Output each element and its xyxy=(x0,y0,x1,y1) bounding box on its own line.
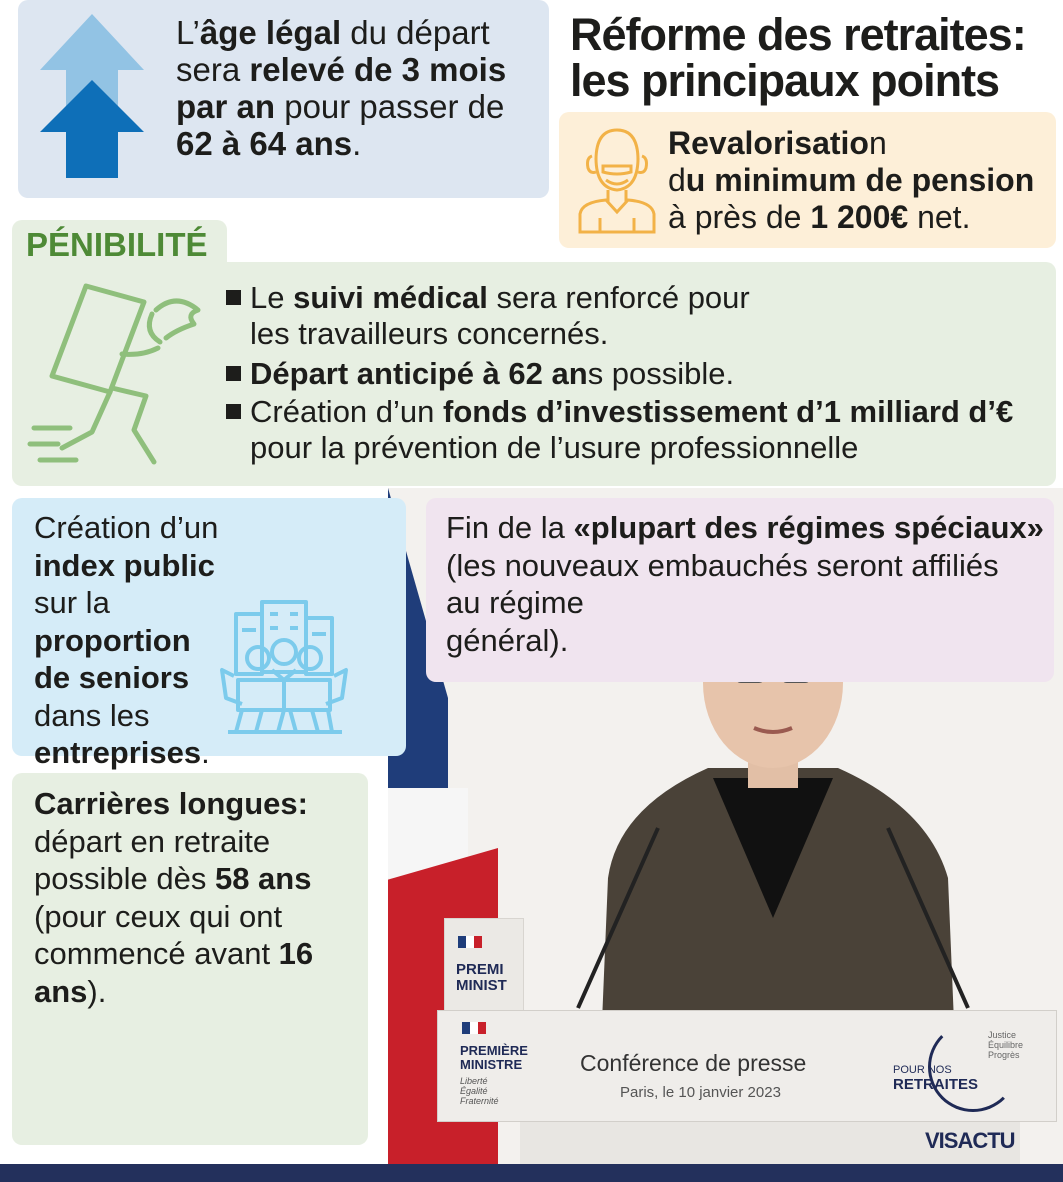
retiree-icon xyxy=(576,122,658,234)
bottom-bar xyxy=(0,1164,1063,1182)
marianne-flag-icon xyxy=(462,1022,486,1034)
logo-line1: POUR NOS xyxy=(893,1064,952,1076)
regimes-speciaux-text: Fin de la «plupart des régimes spéciaux» (les nouveaux embauchés seront affiliés au régime général). xyxy=(446,510,1044,658)
visactu-logo: VISACTU xyxy=(925,1128,1015,1153)
marianne-flag-icon xyxy=(458,936,482,948)
page-title: Réforme des retraites: les principaux points xyxy=(570,9,1026,106)
sign-label: PREMI MINIST xyxy=(456,961,507,994)
company-employees-icon xyxy=(218,600,350,734)
worker-carrying-load-icon xyxy=(26,280,216,470)
conference-title: Conférence de presse xyxy=(580,1050,807,1076)
arrow-up-icon xyxy=(40,14,145,178)
conference-date: Paris, le 10 janvier 2023 xyxy=(620,1084,781,1101)
age-legal-text: L’âge légal du départ sera relevé de 3 mois par an pour passer de 62 à 64 ans. xyxy=(176,14,507,162)
index-seniors-text: Création d’un index public sur la proportion de seniors dans les entreprises. xyxy=(34,510,219,770)
logo-line2: RETRAITES xyxy=(893,1076,979,1093)
penibilite-item-depart: Départ anticipé à 62 ans possible. xyxy=(226,356,734,392)
penibilite-item-suivi: Le suivi médical sera renforcé pour les travailleurs concernés. xyxy=(226,280,750,352)
podium-label: PREMIÈRE MINISTRE xyxy=(460,1043,528,1072)
pension-text: Revalorisation du minimum de pension à près de 1 200€ net. xyxy=(668,125,1035,235)
carrieres-longues-text: Carrières longues: départ en retraite possible dès 58 ans (pour ceux qui ont commencé avant 16 ans). xyxy=(34,786,314,1009)
podium-motto: Liberté Égalité Fraternité xyxy=(460,1076,499,1106)
logo-tags: Justice Équilibre Progrès xyxy=(988,1030,1024,1060)
penibilite-item-fonds: Création d’un fonds d’investissement d’1 milliard d’€ pour la prévention de l’usure professionnelle xyxy=(226,394,1013,466)
penibilite-title: PÉNIBILITÉ xyxy=(26,226,208,263)
